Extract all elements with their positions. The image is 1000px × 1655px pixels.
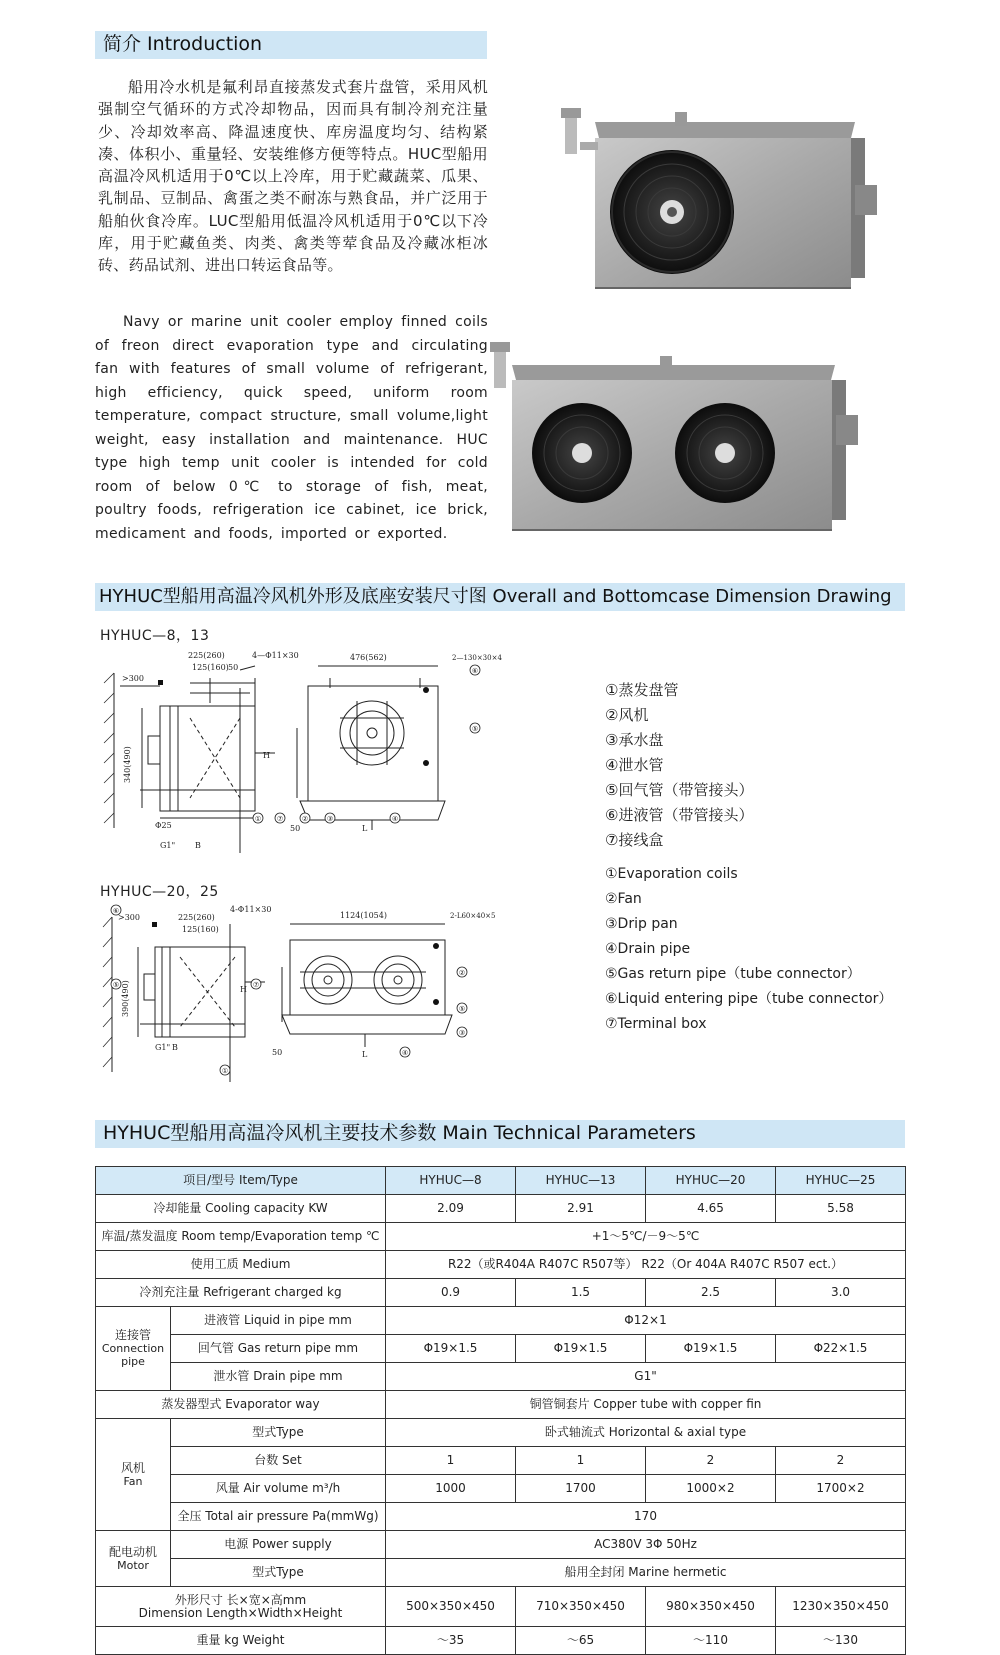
drawing-b-callout-5b: ⑤ [458, 1005, 466, 1013]
row-label: 泄水管 Drain pipe mm [171, 1363, 386, 1391]
dim-a-d1: 225(260) [188, 651, 225, 660]
header-model: HYHUC—25 [776, 1167, 906, 1195]
drawing-b-callout-2: ② [458, 969, 466, 977]
cell: 2 [776, 1447, 906, 1475]
dim-a-d6: 2—130×30×4 [452, 654, 502, 662]
cell: 卧式轴流式 Horizontal & axial type [386, 1419, 906, 1447]
legend-cn-item: ①蒸发盘管 [605, 681, 679, 699]
intro-english-text: Navy or marine unit cooler employ finned coils of freon direct evaporation type and circulating fan with features of small volume of refrigerant, high efficiency, quick speed, uniform room temperature, compact structure, small volume,light weight, easy installation and maintenance. HUC type high temp unit cooler is intended for cold room of below 0℃ to storage of fish, meat, poultry foods, refrigeration ice cabinet, ice brick, medicament and foods, imported or exported. [95, 314, 488, 542]
legend-cn-item: ⑥进液管（带管接头） [605, 806, 754, 824]
header-item-type: 项目/型号 Item/Type [96, 1167, 386, 1195]
dim-a-d12: H [263, 751, 270, 760]
cell: 1700 [516, 1475, 646, 1503]
table-row [96, 1391, 906, 1419]
cell: ～130 [776, 1627, 906, 1655]
cell: 4.65 [646, 1195, 776, 1223]
cell: 2.5 [646, 1279, 776, 1307]
drawing-a-callout-2: ② [301, 815, 309, 823]
intro-heading: 简介 Introduction [95, 31, 487, 59]
cell: Φ22×1.5 [776, 1335, 906, 1363]
cell: 1 [516, 1447, 646, 1475]
cell: 2.91 [516, 1195, 646, 1223]
legend-cn-item: ②风机 [605, 706, 649, 724]
drawing-a-callout-7: ⑦ [276, 815, 284, 823]
cell: 0.9 [386, 1279, 516, 1307]
cell: 1.5 [516, 1279, 646, 1307]
legend-chinese [605, 678, 753, 853]
cell: ～65 [516, 1627, 646, 1655]
dim-a-d13: L [362, 824, 368, 833]
cell: ～110 [646, 1627, 776, 1655]
dimension-drawing-8-13 [100, 648, 550, 873]
table-header-row [96, 1167, 906, 1195]
row-label: 使用工质 Medium [96, 1251, 386, 1279]
row-label: 型式Type [171, 1559, 386, 1587]
table-row [96, 1559, 906, 1587]
table-row [96, 1279, 906, 1307]
drawing-b-callout-6: ⑥ [112, 907, 120, 915]
cell: 1000×2 [646, 1475, 776, 1503]
dim-b-d1: 225(260) [178, 913, 215, 922]
dim-a-d14: 50 [290, 824, 301, 833]
header-model: HYHUC—20 [646, 1167, 776, 1195]
cell: 铜管铜套片 Copper tube with copper fin [386, 1391, 906, 1419]
cell: 170 [386, 1503, 906, 1531]
legend-en-item: ⑦Terminal box [605, 1016, 707, 1032]
header-model: HYHUC—13 [516, 1167, 646, 1195]
cell: Φ19×1.5 [646, 1335, 776, 1363]
table-row [96, 1307, 906, 1335]
row-label: 风量 Air volume m³/h [171, 1475, 386, 1503]
params-heading: HYHUC型船用高温冷风机主要技术参数 Main Technical Parameters [95, 1120, 905, 1148]
row-label: 进液管 Liquid in pipe mm [171, 1307, 386, 1335]
cell: +1～5℃/－9～5℃ [386, 1223, 906, 1251]
legend-cn-item: ⑦接线盒 [605, 831, 664, 849]
cell: 2 [646, 1447, 776, 1475]
dim-b-d10: H [240, 985, 247, 994]
unit-cooler-double-fan-photo [490, 340, 880, 540]
cell: G1" [386, 1363, 906, 1391]
cell: 3.0 [776, 1279, 906, 1307]
legend-en-item: ④Drain pipe [605, 941, 691, 957]
dim-b-d6: >300 [118, 913, 140, 922]
drawing-b-callout-3: ③ [458, 1029, 466, 1037]
table-row [96, 1627, 906, 1655]
row-label: 型式Type [171, 1419, 386, 1447]
drawing-a-callout-4: ④ [391, 815, 399, 823]
cell: Φ19×1.5 [516, 1335, 646, 1363]
legend-en-item: ②Fan [605, 891, 642, 907]
row-label: 电源 Power supply [171, 1531, 386, 1559]
cell: 980×350×450 [646, 1587, 776, 1627]
dim-a-d8: 340(490) [123, 746, 132, 783]
row-label: 台数 Set [171, 1447, 386, 1475]
dim-b-d2: 125(160) [182, 925, 219, 934]
row-label: 冷剂充注量 Refrigerant charged kg [96, 1279, 386, 1307]
unit-cooler-single-fan-photo [555, 100, 880, 305]
legend-cn-item: ④泄水管 [605, 756, 664, 774]
dim-a-d5: 476(562) [350, 653, 387, 662]
dim-b-d3: 4-Φ11×30 [230, 905, 272, 914]
legend-english [605, 862, 892, 1037]
drawing-b-callout-1: ① [221, 1067, 229, 1075]
row-label: 回气管 Gas return pipe mm [171, 1335, 386, 1363]
group-label-motor: 配电动机 Motor [96, 1531, 171, 1587]
drawing-b-callout-5: ⑤ [112, 981, 120, 989]
cell: ～35 [386, 1627, 516, 1655]
table-row [96, 1447, 906, 1475]
row-label: 库温/蒸发温度 Room temp/Evaporation temp ℃ [96, 1223, 386, 1251]
row-label: 蒸发器型式 Evaporator way [96, 1391, 386, 1419]
dim-b-d7: 390(490) [121, 980, 130, 1017]
dim-b-d9: B [172, 1043, 178, 1052]
legend-en-item: ③Drip pan [605, 916, 678, 932]
dim-a-d7: >300 [122, 674, 144, 683]
intro-chinese-text: 船用冷水机是氟利昂直接蒸发式套片盘管，采用风机强制空气循环的方式冷却物品，因而具有制冷剂充注量少、冷却效率高、降温速度快、库房温度均匀、结构紧凑、体积小、重量轻、安装维修方便等特点。HUC型船用高温冷风机适用于0℃以上冷库，用于贮藏蔬菜、瓜果、乳制品、豆制品、禽蛋之类不耐冻与熟食品，并广泛用于船舶伙食冷库。LUC型船用低温冷风机适用于0℃以下冷库，用于贮藏鱼类、肉类、禽类等荤食品及冷藏冰柜冰砖、药品试剂、进出口转运食品等。 [98, 78, 488, 275]
table-row [96, 1195, 906, 1223]
dim-a-d4: 4—Φ11×30 [252, 651, 299, 660]
legend-en-item: ①Evaporation coils [605, 866, 738, 882]
dim-a-d2: 125(160) [192, 663, 229, 672]
drawing-b-callout-4: ④ [401, 1049, 409, 1057]
cell: 710×350×450 [516, 1587, 646, 1627]
table-row [96, 1531, 906, 1559]
table-row [96, 1419, 906, 1447]
cell: 1 [386, 1447, 516, 1475]
cell: R22（或R404A R407C R507等） R22（Or 404A R407C R507 ect.） [386, 1251, 906, 1279]
table-row [96, 1335, 906, 1363]
cell: 船用全封闭 Marine hermetic [386, 1559, 906, 1587]
row-label: 冷却能量 Cooling capacity KW [96, 1195, 386, 1223]
drawing-a-callout-6: ⑥ [471, 667, 479, 675]
cell: 1230×350×450 [776, 1587, 906, 1627]
dim-a-d3: 50 [228, 663, 239, 672]
cell: Φ19×1.5 [386, 1335, 516, 1363]
dimension-drawing-20-25 [100, 902, 550, 1092]
drawing-heading: HYHUC型船用高温冷风机外形及底座安装尺寸图 Overall and Bottomcase Dimension Drawing [95, 583, 905, 611]
legend-en-item: ⑤Gas return pipe（tube connector） [605, 966, 861, 982]
table-row [96, 1587, 906, 1627]
legend-cn-item: ③承水盘 [605, 731, 664, 749]
table-row [96, 1223, 906, 1251]
dim-a-d11: B [195, 841, 201, 850]
row-label: 外形尺寸 长×宽×高mm Dimension Length×Width×Height [96, 1587, 386, 1627]
row-label: 全压 Total air pressure Pa(mmWg) [171, 1503, 386, 1531]
group-label-connection: 连接管 Connection pipe [96, 1307, 171, 1391]
drawing-a-callout-5: ⑤ [471, 725, 479, 733]
header-model: HYHUC—8 [386, 1167, 516, 1195]
table-row [96, 1363, 906, 1391]
table-row [96, 1503, 906, 1531]
drawing-a-callout-3: ③ [326, 815, 334, 823]
model-label-8-13: HYHUC—8，13 [100, 628, 210, 644]
cell: AC380V 3Φ 50Hz [386, 1531, 906, 1559]
drawing-a-callout-1: ① [254, 815, 262, 823]
cell: 1000 [386, 1475, 516, 1503]
table-row [96, 1475, 906, 1503]
dim-b-d4: 1124(1054) [340, 911, 387, 920]
legend-cn-item: ⑤回气管（带管接头） [605, 781, 754, 799]
dim-b-d12: 50 [272, 1048, 283, 1057]
row-label: 重量 kg Weight [96, 1627, 386, 1655]
dim-a-d10: G1" [160, 841, 176, 850]
legend-en-item: ⑥Liquid entering pipe（tube connector） [605, 991, 893, 1007]
dim-b-d8: G1" [155, 1043, 171, 1052]
group-label-fan: 风机 Fan [96, 1419, 171, 1531]
technical-parameters-table [95, 1166, 906, 1655]
cell: Φ12×1 [386, 1307, 906, 1335]
table-row [96, 1251, 906, 1279]
cell: 1700×2 [776, 1475, 906, 1503]
cell: 2.09 [386, 1195, 516, 1223]
cell: 500×350×450 [386, 1587, 516, 1627]
model-label-20-25: HYHUC—20，25 [100, 884, 219, 900]
drawing-b-callout-7: ⑦ [252, 981, 260, 989]
dim-a-d9: Φ25 [155, 821, 172, 830]
dim-b-d11: L [362, 1050, 368, 1059]
cell: 5.58 [776, 1195, 906, 1223]
dim-b-d5: 2-L60×40×5 [450, 912, 496, 920]
